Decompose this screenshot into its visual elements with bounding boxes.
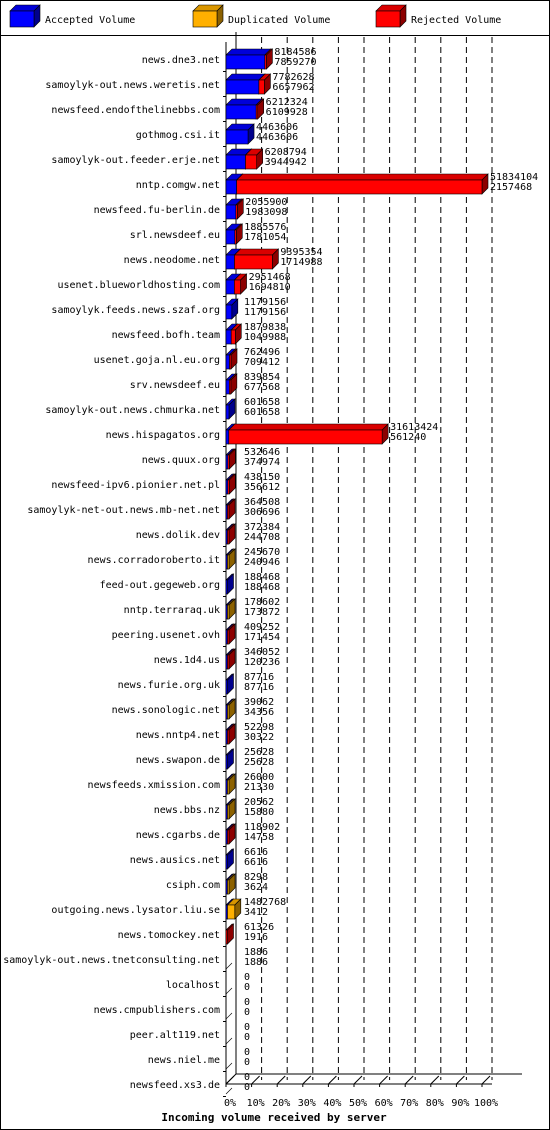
category-label-39: news.cmpublishers.com (93, 1005, 220, 1016)
accepted-label-39: 0 (244, 1007, 251, 1018)
bar-22-accepted (226, 574, 234, 594)
category-label-41: news.niel.me (147, 1055, 220, 1066)
bar-18-rejected-front (228, 480, 230, 494)
bar-26-accepted (226, 674, 234, 694)
accepted-label-1: 7859270 (274, 57, 317, 68)
total-label-31: 20562 (244, 797, 275, 808)
accepted-label-40: 0 (244, 1032, 251, 1043)
accepted-label-2: 6657962 (272, 82, 315, 93)
x-tick-label-7: 70% (400, 1098, 419, 1109)
bar-8-accepted-front (226, 230, 235, 244)
category-label-1: news.dne3.net (141, 55, 220, 66)
bar-6-rejected-front (237, 180, 482, 194)
category-label-31: news.bbs.nz (153, 805, 220, 816)
accepted-label-17: 374974 (244, 457, 281, 468)
accepted-label-28: 30322 (244, 732, 275, 743)
accepted-label-29: 25628 (244, 757, 275, 768)
bar-28-rejected-front (228, 730, 230, 744)
category-label-36: news.tomockey.net (117, 930, 220, 941)
total-label-21: 245670 (244, 547, 281, 558)
category-label-8: srl.newsdeef.eu (129, 230, 220, 241)
accepted-label-41: 0 (244, 1057, 251, 1068)
category-label-19: samoylyk-net-out.news.mb-net.net (27, 505, 220, 516)
total-label-38: 0 (244, 972, 251, 983)
accepted-label-24: 171454 (244, 632, 281, 643)
x-tick-label-9: 90% (451, 1098, 470, 1109)
total-label-11: 1179156 (244, 297, 287, 308)
total-label-39: 0 (244, 997, 251, 1008)
total-label-33: 6616 (244, 847, 269, 858)
x-tick-20 (277, 1076, 285, 1084)
bar-5-accepted-front (226, 155, 245, 169)
bar-31-duplicated-front (228, 805, 230, 819)
total-label-18: 438150 (244, 472, 281, 483)
accepted-label-11: 1179156 (244, 307, 287, 318)
bar-4-accepted (226, 124, 254, 144)
total-label-23: 178602 (244, 597, 281, 608)
bar-1-accepted-front (226, 55, 265, 69)
bar-14-rejected-front (229, 380, 231, 394)
category-label-14: srv.newsdeef.eu (129, 380, 220, 391)
accepted-label-23: 173872 (244, 607, 281, 618)
category-label-23: nntp.terraraq.uk (123, 605, 220, 616)
bar-23-duplicated-front (228, 605, 230, 619)
bar-7-rejected-front (236, 205, 238, 219)
category-label-37: samoylyk-out.news.tnetconsulting.net (3, 955, 220, 966)
category-label-38: localhost (165, 980, 220, 991)
accepted-label-8: 1781054 (244, 232, 287, 243)
bar-15-accepted (226, 399, 235, 419)
legend-swatch-2-front (193, 11, 217, 27)
accepted-label-10: 1694810 (248, 282, 291, 293)
x-tick-60 (380, 1076, 388, 1084)
bar-37-empty (226, 963, 232, 969)
total-label-36: 61326 (244, 922, 275, 933)
total-label-1: 8184586 (274, 47, 317, 58)
total-label-27: 39062 (244, 697, 275, 708)
category-label-4: gothmog.csi.it (135, 130, 220, 141)
total-label-29: 25628 (244, 747, 275, 758)
legend-label-3: Rejected Volume (411, 15, 502, 26)
total-label-5: 6208794 (264, 147, 307, 158)
bar-30-duplicated-front (228, 780, 230, 794)
total-label-16: 31613424 (390, 422, 439, 433)
category-label-5: samoylyk-out.feeder.erje.net (51, 155, 220, 166)
category-label-9: news.neodome.net (123, 255, 220, 266)
bar-25-rejected-front (228, 655, 230, 669)
accepted-label-19: 306696 (244, 507, 281, 518)
bar-21-duplicated-front (228, 555, 230, 569)
x-tick-80 (431, 1076, 439, 1084)
accepted-label-4: 4463606 (256, 132, 299, 143)
accepted-label-42: 0 (244, 1082, 251, 1093)
bar-6-rejected (237, 174, 488, 194)
legend (10, 5, 501, 27)
category-label-28: news.nntp4.net (135, 730, 220, 741)
accepted-label-6: 2157468 (490, 182, 533, 193)
total-label-41: 0 (244, 1047, 251, 1058)
total-label-30: 26000 (244, 772, 275, 783)
category-label-35: outgoing.news.lysator.liu.se (51, 905, 220, 916)
bar-13-accepted-front (226, 355, 230, 369)
bar-4-accepted-front (226, 130, 248, 144)
bar-9-rejected (234, 249, 278, 269)
category-label-32: news.cgarbs.de (135, 830, 220, 841)
total-label-14: 839854 (244, 372, 281, 383)
bar-26-accepted-side (228, 674, 234, 694)
total-label-40: 0 (244, 1022, 251, 1033)
bar-10-rejected-front (234, 280, 240, 294)
bar-2-accepted-top (226, 74, 265, 80)
bar-24-rejected-front (228, 630, 230, 644)
x-tick-label-3: 30% (297, 1098, 316, 1109)
bar-41-empty (226, 1063, 232, 1069)
category-label-13: usenet.goja.nl.eu.org (93, 355, 220, 366)
bar-9-accepted-front (226, 255, 234, 269)
bar-29-accepted (226, 749, 234, 769)
bar-16-rejected (229, 424, 388, 444)
bar-3-accepted-front (226, 105, 256, 119)
accepted-label-21: 240946 (244, 557, 281, 568)
bar-2-rejected-front (259, 80, 265, 94)
total-label-10: 2951468 (248, 272, 291, 283)
category-label-22: feed-out.gegeweb.org (99, 580, 220, 591)
x-tick-label-6: 60% (374, 1098, 393, 1109)
bar-9-rejected-front (234, 255, 272, 269)
bar-15-accepted-front (226, 405, 229, 419)
total-label-7: 2055900 (245, 197, 288, 208)
x-tick-label-2: 20% (272, 1098, 291, 1109)
accepted-label-35: 3412 (244, 907, 269, 918)
bar-16-accepted-front (226, 430, 229, 444)
accepted-label-14: 677568 (244, 382, 281, 393)
category-label-29: news.swapon.de (135, 755, 220, 766)
x-tick-labels (224, 1098, 498, 1109)
total-label-17: 532646 (244, 447, 281, 458)
category-label-40: peer.alt119.net (129, 1030, 220, 1041)
category-label-25: news.1d4.us (153, 655, 220, 666)
x-tick-50 (354, 1076, 362, 1084)
bar-17-rejected-front (228, 455, 230, 469)
category-label-33: news.ausics.net (129, 855, 220, 866)
bar-5-rejected-front (245, 155, 256, 169)
bar-5-rejected (245, 149, 262, 169)
bar-36-rejected-side (228, 924, 234, 944)
category-labels (3, 55, 220, 1091)
legend-label-1: Accepted Volume (45, 15, 136, 26)
bar-7-accepted-front (226, 205, 236, 219)
bar-27-duplicated-front (228, 705, 230, 719)
bar-12-accepted-front (226, 330, 231, 344)
accepted-label-34: 3624 (244, 882, 269, 893)
x-tick-label-4: 40% (323, 1098, 342, 1109)
total-label-25: 346052 (244, 647, 281, 658)
legend-swatch-3-front (376, 11, 400, 27)
total-label-19: 364508 (244, 497, 281, 508)
accepted-label-16: 561240 (390, 432, 427, 443)
category-label-30: newsfeeds.xmission.com (87, 780, 220, 791)
x-tick-label-8: 80% (425, 1098, 444, 1109)
x-tick-label-1: 10% (246, 1098, 265, 1109)
accepted-label-27: 34356 (244, 707, 275, 718)
total-label-32: 118902 (244, 822, 281, 833)
total-label-4: 4463606 (256, 122, 299, 133)
category-label-27: news.sonologic.net (111, 705, 220, 716)
bar-33-accepted (226, 849, 234, 869)
category-label-6: nntp.comgw.net (135, 180, 220, 191)
bar-12-rejected-front (231, 330, 235, 344)
category-label-20: news.dolik.dev (135, 530, 220, 541)
total-label-13: 762496 (244, 347, 281, 358)
bar-42-empty (226, 1088, 232, 1094)
bar-13-rejected-front (230, 355, 232, 369)
accepted-label-7: 1983098 (245, 207, 288, 218)
category-label-16: news.hispagatos.org (105, 430, 220, 441)
bar-14-accepted-front (226, 380, 229, 394)
total-label-42: 0 (244, 1072, 251, 1083)
total-label-28: 52298 (244, 722, 275, 733)
bar-11-accepted-front (226, 305, 232, 319)
value-labels (244, 47, 538, 1093)
accepted-label-3: 6109928 (265, 107, 308, 118)
bar-36-rejected (226, 924, 234, 944)
total-label-34: 8298 (244, 872, 269, 883)
total-label-9: 9395354 (280, 247, 323, 258)
x-tick-100 (482, 1076, 490, 1084)
bar-1-accepted-top (226, 49, 271, 55)
bar-33-accepted-front (226, 855, 228, 869)
bar-2-accepted-front (226, 80, 259, 94)
accepted-label-15: 601658 (244, 407, 281, 418)
accepted-label-22: 188468 (244, 582, 281, 593)
total-label-24: 409252 (244, 622, 281, 633)
accepted-label-36: 1916 (244, 932, 269, 943)
category-label-10: usenet.blueworldhosting.com (57, 280, 220, 291)
category-label-26: news.furie.org.uk (117, 680, 220, 691)
accepted-label-38: 0 (244, 982, 251, 993)
bar-16-rejected-front (229, 430, 382, 444)
bar-39-empty (226, 1013, 232, 1019)
accepted-label-12: 1049988 (244, 332, 287, 343)
x-axis-label: Incoming volume received by server (161, 1111, 387, 1124)
accepted-label-32: 14758 (244, 832, 275, 843)
bar-38-empty (226, 988, 232, 994)
x-tick-30 (303, 1076, 311, 1084)
bar-36-rejected-front (226, 930, 228, 944)
accepted-label-13: 709412 (244, 357, 281, 368)
legend-swatch-2 (193, 5, 223, 27)
x-tick-70 (405, 1076, 413, 1084)
total-label-8: 1885576 (244, 222, 287, 233)
bar-33-accepted-side (228, 849, 234, 869)
bar-6-accepted-front (226, 180, 237, 194)
legend-swatch-1-front (10, 11, 34, 27)
accepted-label-18: 356612 (244, 482, 281, 493)
bar-26-accepted-front (226, 680, 228, 694)
accepted-label-31: 15880 (244, 807, 275, 818)
accepted-label-25: 120236 (244, 657, 281, 668)
category-label-3: newsfeed.endofthelinebbs.com (51, 105, 220, 116)
total-label-12: 1879838 (244, 322, 287, 333)
bar-34-duplicated-front (228, 880, 230, 894)
total-label-37: 1886 (244, 947, 269, 958)
category-label-17: news.quux.org (141, 455, 220, 466)
x-tick-40 (328, 1076, 336, 1084)
bar-22-accepted-side (228, 574, 234, 594)
total-label-6: 51834104 (490, 172, 539, 183)
accepted-label-33: 6616 (244, 857, 269, 868)
bar-6-rejected-top (237, 174, 488, 180)
bar-29-accepted-side (228, 749, 234, 769)
total-label-22: 188468 (244, 572, 281, 583)
legend-swatch-3 (376, 5, 406, 27)
category-label-18: newsfeed-ipv6.pionier.net.pl (51, 480, 220, 491)
category-label-42: newsfeed.xs3.de (129, 1080, 220, 1091)
accepted-label-20: 244708 (244, 532, 281, 543)
total-label-2: 7782628 (272, 72, 315, 83)
bar-19-rejected-front (228, 505, 230, 519)
category-label-7: newsfeed.fu-berlin.de (93, 205, 220, 216)
x-tick-label-10: 100% (473, 1098, 499, 1109)
bar-32-rejected-front (228, 830, 230, 844)
legend-label-2: Duplicated Volume (228, 15, 331, 26)
accepted-label-9: 1714988 (280, 257, 323, 268)
bar-22-accepted-front (226, 580, 228, 594)
total-label-20: 372384 (244, 522, 281, 533)
accepted-label-26: 87716 (244, 682, 275, 693)
legend-swatch-1 (10, 5, 40, 27)
category-label-21: news.corradoroberto.it (87, 555, 220, 566)
x-tick-label-0: 0% (223, 1098, 237, 1109)
bar-35-duplicated-front (228, 905, 235, 919)
bar-1-accepted (226, 49, 271, 69)
x-tick-90 (456, 1076, 464, 1084)
category-label-2: samoylyk-out.news.weretis.net (45, 80, 220, 91)
category-label-24: peering.usenet.ovh (111, 630, 220, 641)
bar-9-rejected-top (234, 249, 278, 255)
total-label-35: 1482768 (244, 897, 287, 908)
total-label-26: 87716 (244, 672, 275, 683)
category-label-12: newsfeed.bofh.team (111, 330, 220, 341)
category-label-34: csiph.com (165, 880, 220, 891)
x-tick-0 (226, 1076, 234, 1084)
accepted-label-5: 3944942 (264, 157, 307, 168)
bar-1-rejected-front (265, 55, 267, 69)
bar-29-accepted-front (226, 755, 228, 769)
bar-16-rejected-top (229, 424, 388, 430)
bar-10-accepted-front (226, 280, 234, 294)
bar-8-rejected-front (235, 230, 237, 244)
bar-3-rejected-front (256, 105, 258, 119)
x-tick-label-5: 50% (348, 1098, 368, 1109)
category-label-15: samoylyk-out.news.chmurka.net (45, 405, 220, 416)
bar-40-empty (226, 1038, 232, 1044)
accepted-label-30: 21330 (244, 782, 275, 793)
bar-20-rejected-front (228, 530, 230, 544)
x-tick-10 (252, 1076, 260, 1084)
category-label-11: samoylyk.feeds.news.szaf.org (51, 305, 220, 316)
total-label-3: 6212324 (265, 97, 308, 108)
accepted-label-37: 1886 (244, 957, 269, 968)
total-label-15: 601658 (244, 397, 281, 408)
